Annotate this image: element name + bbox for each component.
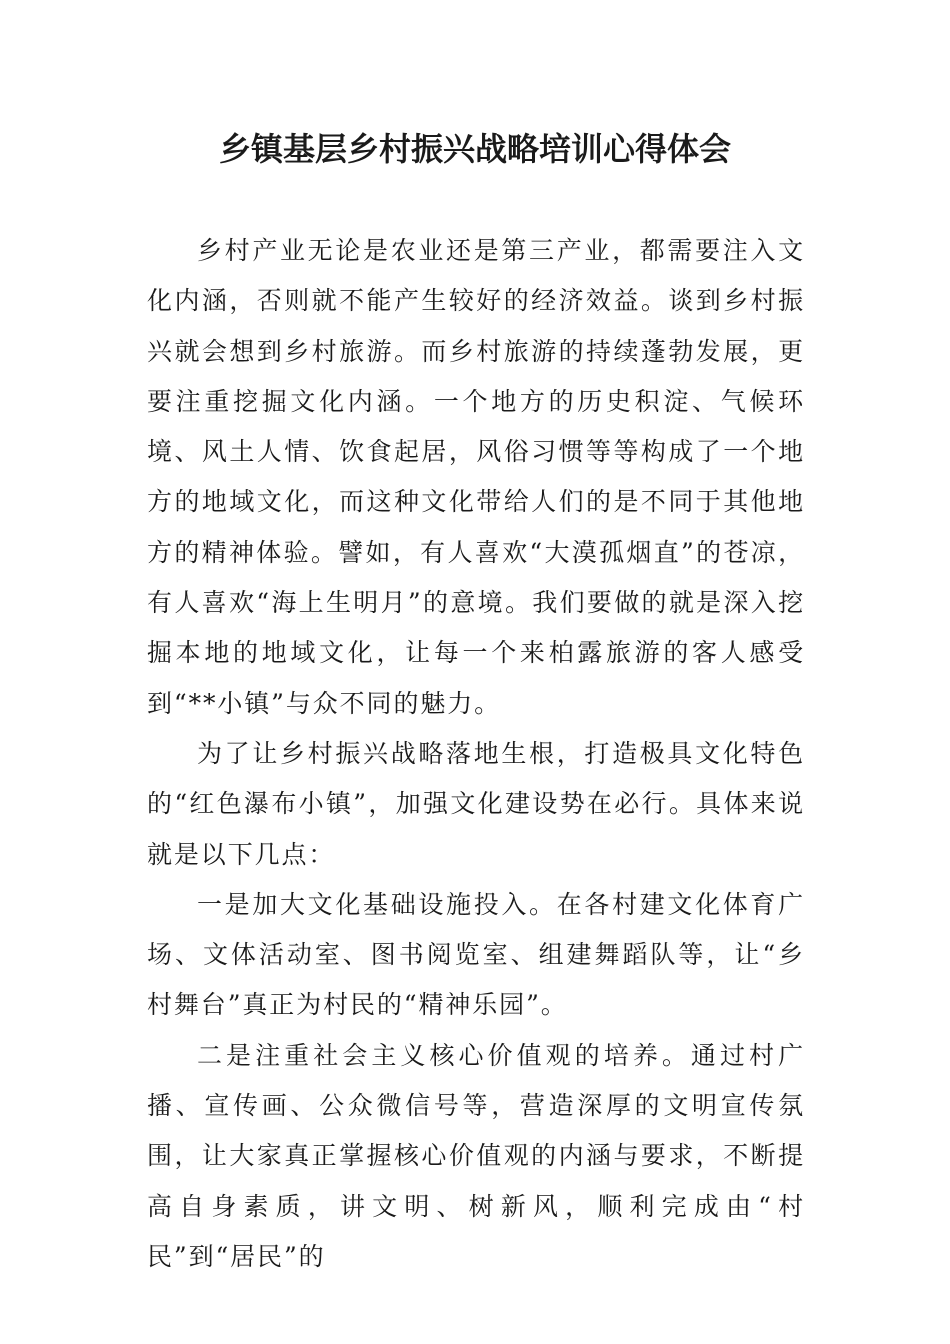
document-body [147,226,805,1282]
paragraph-point-one: 一是加大文化基础设施投入。在各村建文化体育广场、文体活动室、图书阅览室、组建舞蹈队等，让“乡村舞台”真正为村民的“精神乐园”。 [147,889,805,1020]
document-title: 乡镇基层乡村振兴战略培训心得体会 [218,130,731,168]
paragraph-culture-heritage: 乡村产业无论是农业还是第三产业，都需要注入文化内涵，否则就不能产生较好的经济效益。谈到乡村振兴就会想到乡村旅游。而乡村旅游的持续蓬勃发展，更要注重挖掘文化内涵。一个地方的历史积淀、气候环境、风土人情、饮食起居，风俗习惯等等构成了一个地方的地域文化，而这种文化带给人们的是不同于其他地方的精神体验。譬如，有人喜欢“大漠孤烟直”的苍凉，有人喜欢“海上生明月”的意境。我们要做的就是深入挖掘本地的地域文化，让每一个来柏露旅游的客人感受到“**小镇”与众不同的魅力。 [147,236,805,718]
paragraph-point-two: 二是注重社会主义核心价值观的培养。通过村广播、宣传画、公众微信号等，营造深厚的文明宣传氛围，让大家真正掌握核心价值观的内涵与要求，不断提高自身素质，讲文明、树新风，顺利完成由“村民”到“居民”的 [147,1040,805,1271]
paragraph-red-waterfall-town: 为了让乡村振兴战略落地生根，打造极具文化特色的“红色瀑布小镇”，加强文化建设势在必行。具体来说就是以下几点： [147,738,805,869]
